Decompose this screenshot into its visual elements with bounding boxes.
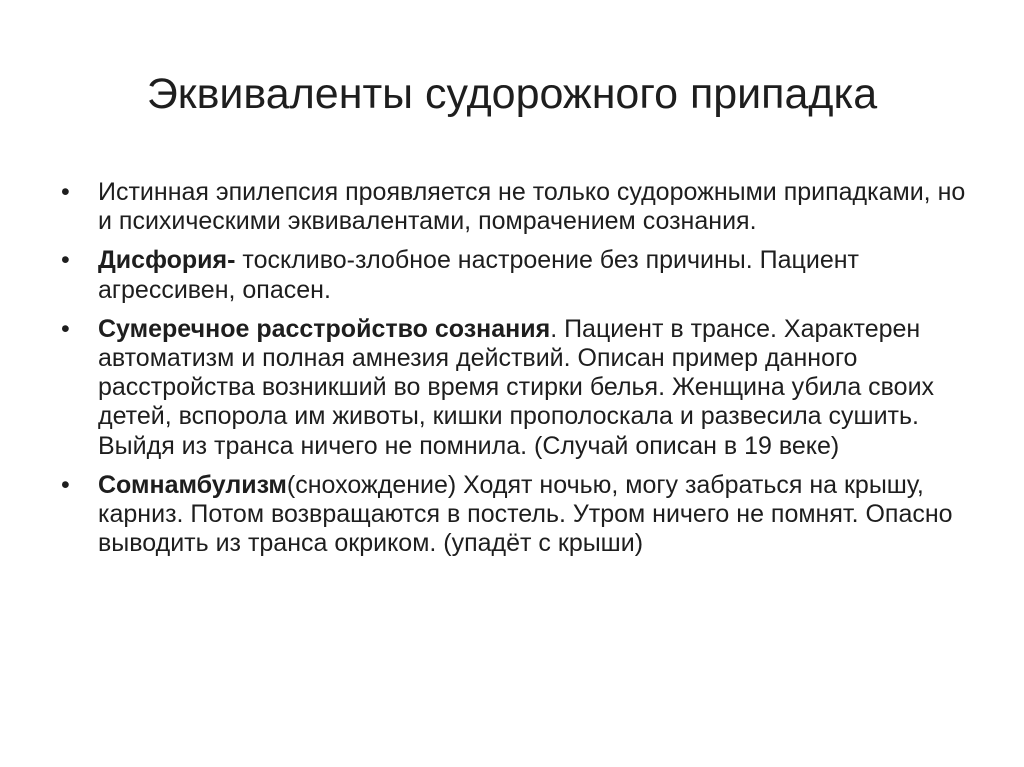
- item-text: . Пациент в трансе. Характерен автоматизм и полная амнезия действий. Описан пример данного расстройства возникший во время стирки белья. Женщина убила своих детей, вспорола им животы, кишки прополоскала и развесила сушить. Выйдя из транса ничего не помнила. (Случай описан в 19 веке): [98, 314, 935, 460]
- list-item: [52, 315, 982, 461]
- item-text: Истинная эпилепсия проявляется не только судорожными припадками, но и психическими эквивалентами, помрачением сознания.: [98, 178, 966, 236]
- bullet-icon: •: [61, 470, 70, 499]
- slide-title: Эквиваленты судорожного припадка: [146, 70, 878, 118]
- list-item: [52, 246, 982, 304]
- bullet-icon: •: [61, 314, 70, 343]
- bullet-icon: •: [61, 246, 70, 275]
- item-term: Сомнамбулизм: [98, 470, 287, 499]
- list-item: [52, 178, 982, 236]
- bullet-list: [52, 178, 982, 568]
- item-text: (снохождение) Ходят ночью, могу забраться на крышу, карниз. Потом возвращаются в постель. Утром ничего не помнят. Опасно выводить из транса окриком. (упадёт с крыши): [98, 470, 953, 558]
- bullet-icon: •: [61, 178, 70, 206]
- list-item: [52, 471, 982, 559]
- item-term: Дисфория-: [98, 246, 236, 275]
- item-term: Сумеречное расстройство сознания: [98, 314, 551, 343]
- item-text: тоскливо-злобное настроение без причины. Пациент агрессивен, опасен.: [98, 246, 859, 304]
